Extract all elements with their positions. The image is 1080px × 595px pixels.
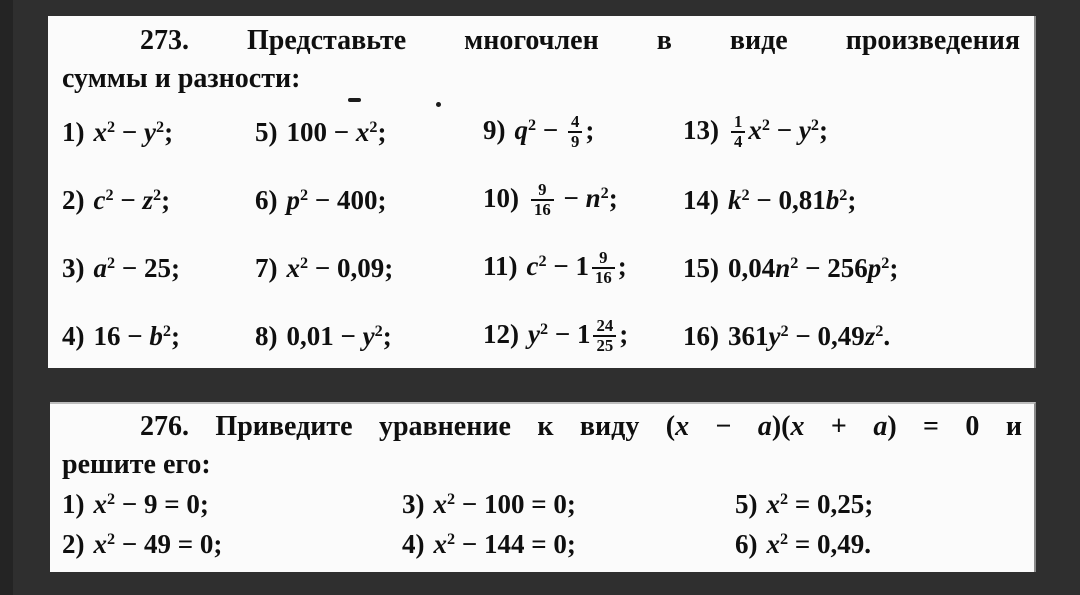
item-273-7 [255, 253, 483, 284]
item-273-2-expression: $c^2 - z^2$; [93, 184, 171, 215]
item-273-4 [62, 321, 255, 352]
item-273-3-label: 3) [62, 252, 85, 283]
exercise-276-title-line2: решите его: [62, 449, 211, 480]
item-273-6-expression: $p^2 - 400$; [286, 184, 387, 215]
scan-artifact-dash [348, 98, 361, 102]
item-273-1 [62, 117, 255, 148]
exercise-273-number: 273. [140, 25, 189, 56]
item-273-4-expression: $16 - b^2$; [93, 320, 180, 351]
item-273-10 [483, 181, 683, 219]
item-276-5-label: 5) [735, 488, 758, 519]
item-273-15-label: 15) [683, 252, 719, 283]
item-276-6-expression: $x^2 = 0,49$. [766, 528, 871, 559]
item-273-4-label: 4) [62, 320, 85, 351]
item-273-5-expression: $100 - x^2$; [286, 116, 387, 147]
item-273-14-label: 14) [683, 184, 719, 215]
item-276-3-expression: $x^2 - 100 = 0$; [433, 488, 576, 519]
item-273-15 [683, 253, 1020, 284]
item-273-1-label: 1) [62, 116, 85, 147]
item-273-11-expression: $c^2 - 1$ $\frac{9}{16}$ ; [526, 247, 627, 287]
item-273-1-expression: $x^2 - y^2$; [93, 116, 174, 147]
item-273-10-expression: $\frac{9}{16}$ − $n^2$; [528, 183, 618, 213]
exercise-276-items-grid [62, 484, 1022, 564]
item-273-16-label: 16) [683, 320, 719, 351]
item-276-4 [402, 529, 735, 560]
item-273-8 [255, 321, 483, 352]
item-276-1-label: 1) [62, 488, 85, 519]
item-276-2-label: 2) [62, 528, 85, 559]
scan-artifact-dot [436, 102, 441, 107]
item-273-16-expression: $361y^2 - 0,49z^2$. [728, 320, 891, 351]
exercise-276-title-text: Приведите уравнение к виду (x − a)(x + a) = 0 и [215, 411, 1022, 442]
left-edge-shadow [0, 0, 13, 595]
exercise-276-title-line1 [62, 408, 1022, 446]
item-276-1 [62, 489, 402, 520]
item-273-14-expression: $k^2 - 0,81b^2$; [728, 184, 857, 215]
item-273-3-expression: $a^2 - 25$; [93, 252, 180, 283]
item-273-9 [483, 113, 683, 151]
item-273-8-label: 8) [255, 320, 278, 351]
item-273-12-expression: $y^2 - 1$ $\frac{24}{25}$ ; [528, 315, 629, 355]
item-273-16 [683, 321, 1020, 352]
item-273-3 [62, 253, 255, 284]
item-273-7-label: 7) [255, 252, 278, 283]
item-276-3 [402, 489, 735, 520]
item-273-15-expression: $0,04n^2 - 256p^2$; [728, 252, 899, 283]
item-273-13-label: 13) [683, 114, 719, 145]
item-273-13-expression: $\frac{1}{4}$ $x^2 - y^2$; [728, 115, 828, 145]
item-273-6-label: 6) [255, 184, 278, 215]
item-273-14 [683, 185, 1020, 216]
item-276-6-label: 6) [735, 528, 758, 559]
item-276-6 [735, 529, 1022, 560]
item-273-6 [255, 185, 483, 216]
item-276-4-label: 4) [402, 528, 425, 559]
exercise-273-panel [48, 16, 1036, 368]
item-273-9-label: 9) [483, 114, 506, 145]
item-276-3-label: 3) [402, 488, 425, 519]
exercise-273-title-text: Представьте многочлен в виде произведения [247, 25, 1020, 56]
exercise-276-number: 276. [140, 411, 189, 442]
item-273-2-label: 2) [62, 184, 85, 215]
item-273-8-expression: $0,01 - y^2$; [286, 320, 392, 351]
item-273-9-expression: $q^2$ − $\frac{4}{9}$ ; [514, 111, 595, 151]
item-273-5-label: 5) [255, 116, 278, 147]
item-276-5-expression: $x^2 = 0,25$; [766, 488, 874, 519]
item-273-7-expression: $x^2 - 0,09$; [286, 252, 394, 283]
item-273-11-label: 11) [483, 250, 518, 281]
item-273-12 [483, 317, 683, 355]
item-276-2-expression: $x^2 - 49 = 0$; [93, 528, 223, 559]
exercise-273-items-grid [62, 98, 1020, 370]
exercise-273-title-line1 [62, 22, 1020, 60]
exercise-276-panel [50, 402, 1036, 572]
item-276-4-expression: $x^2 - 144 = 0$; [433, 528, 576, 559]
item-273-12-label: 12) [483, 318, 519, 349]
item-276-1-expression: $x^2 - 9 = 0$; [93, 488, 209, 519]
item-273-11 [483, 249, 683, 287]
item-273-5 [255, 117, 483, 148]
item-276-5 [735, 489, 1022, 520]
item-273-13 [683, 113, 1020, 151]
item-273-2 [62, 185, 255, 216]
item-273-10-label: 10) [483, 182, 519, 213]
exercise-273-title-line2: суммы и разности: [62, 63, 301, 94]
item-276-2 [62, 529, 402, 560]
